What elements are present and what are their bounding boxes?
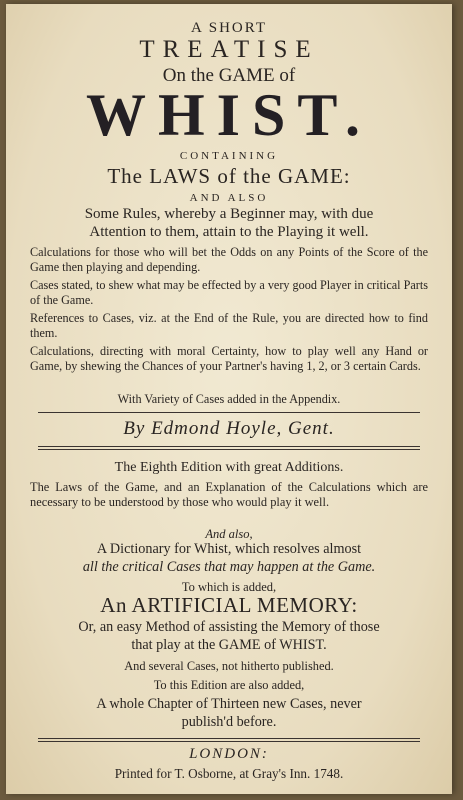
edition-memory-2: Or, an easy Method of assisting the Memory of those	[78, 619, 380, 635]
title-line-rules-1: Some Rules, whereby a Beginner may, with due	[84, 206, 374, 222]
title-line-laws: The LAWS of the GAME:	[107, 164, 351, 188]
edition-artificial-memory: An ARTIFICIAL MEMORY:	[100, 593, 358, 617]
title-line-whist: WHIST.	[86, 82, 372, 148]
contents-calculations: Calculations for those who will bet the Odds on any Points of the Score of the Game then playing and depending.	[30, 245, 428, 274]
title-line-rules-2: Attention to them, attain to the Playing it well.	[89, 224, 369, 240]
edition-chapter-1: A whole Chapter of Thirteen new Cases, never	[96, 696, 362, 712]
divider-rule	[38, 449, 420, 450]
contents-cases-stated: Cases stated, to shew what may be effected by a very good Player in critical Parts of the Game.	[30, 278, 428, 307]
edition-and-also: And also,	[205, 527, 253, 541]
edition-dictionary-2: all the critical Cases that may happen at the Game.	[82, 559, 376, 575]
edition-also-added: To this Edition are also added,	[153, 678, 305, 692]
divider-rule	[38, 741, 420, 742]
title-line-on-the-game: On the GAME of	[162, 65, 296, 86]
edition-to-which: To which is added,	[181, 580, 277, 594]
title-line-treatise: TREATISE	[139, 36, 319, 63]
title-line-and-also: AND ALSO	[189, 192, 269, 204]
title-line-containing: CONTAINING	[179, 150, 279, 162]
divider-rule	[38, 738, 420, 739]
author-line: By Edmond Hoyle, Gent.	[123, 418, 335, 439]
contents-variety: With Variety of Cases added in the Appendix.	[117, 392, 341, 406]
title-page	[6, 4, 452, 794]
edition-laws: The Laws of the Game, and an Explanation of the Calculations which are necessary to be understood by those who would play it well.	[30, 480, 428, 509]
edition-dictionary-1: A Dictionary for Whist, which resolves almost	[96, 541, 362, 557]
divider-rule	[38, 446, 420, 447]
edition-memory-3: that play at the GAME of WHIST.	[131, 637, 327, 653]
divider-rule	[38, 412, 420, 413]
imprint-city: LONDON:	[189, 746, 269, 762]
edition-line: The Eighth Edition with great Additions.	[114, 460, 344, 475]
contents-references: References to Cases, viz. at the End of the Rule, you are directed how to find them.	[30, 311, 428, 340]
edition-several-cases: And several Cases, not hitherto published.	[124, 659, 334, 673]
contents-calculations-directing: Calculations, directing with moral Certainty, how to play well any Hand or Game, by shewing the Chances of your Partner's having 1, 2, or 3 certain Cards.	[30, 344, 428, 373]
edition-chapter-2: publish'd before.	[181, 714, 277, 730]
title-line-a-short: A SHORT	[190, 20, 268, 36]
imprint-printer: Printed for T. Osborne, at Gray's Inn. 1748.	[114, 766, 344, 781]
